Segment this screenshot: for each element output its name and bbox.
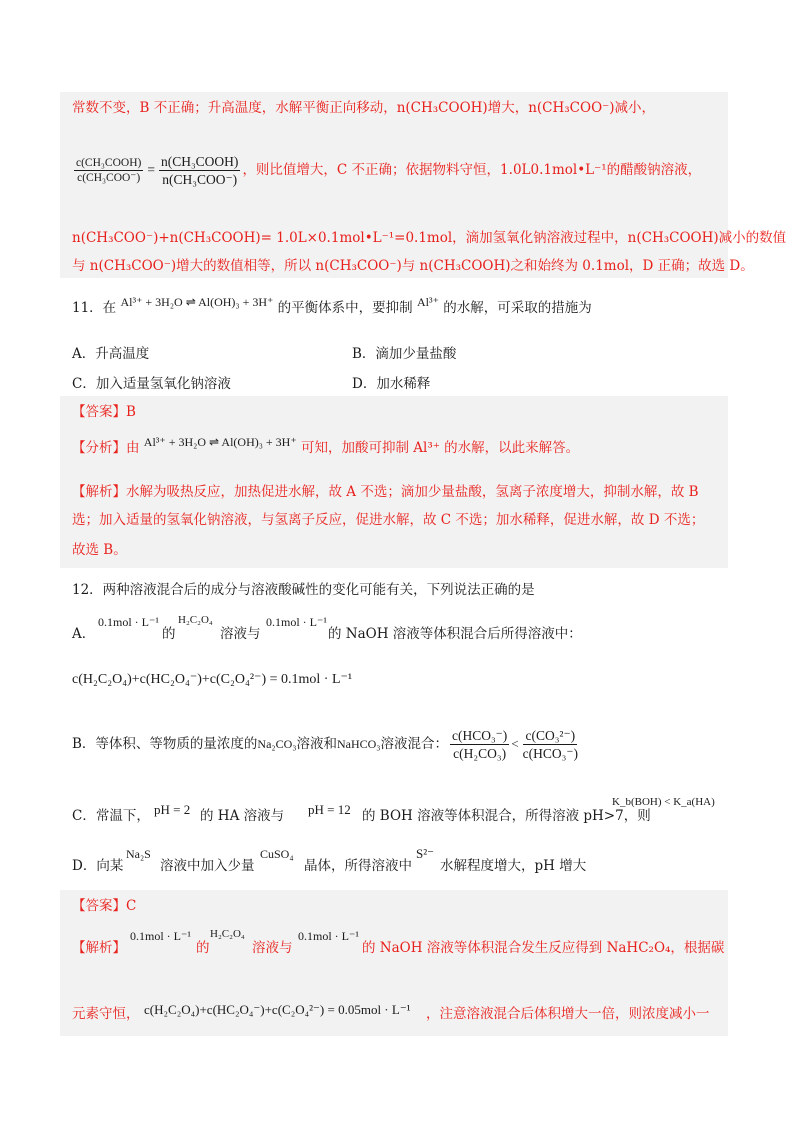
q12-d-cuso4: CuSO₄ bbox=[260, 847, 294, 861]
q12-c-ph12: pH = 12 bbox=[308, 802, 351, 817]
ratio-c-fraction: $\frac{\text{c(CH₃COOH)}}{\text{c(CH₃COO⁻)}}$ bbox=[76, 156, 142, 184]
q12-exp-conc-2: 0.1mol · L⁻¹ bbox=[298, 929, 359, 943]
q11-explain-3: 故选 B。 bbox=[72, 542, 127, 558]
top-line-4: 与 n(CH₃COO⁻)增大的数值相等，所以 n(CH₃COO⁻)与 n(CH₃COOH)之和始终为 0.1mol，D 正确；故选 D。 bbox=[72, 258, 754, 274]
q12-a-equation: c(H₂C₂O₄)+c(HC₂O₄⁻)+c(C₂O₄²⁻) = 0.1mol · L⁻¹ bbox=[72, 672, 353, 687]
q12-answer: 【答案】C bbox=[72, 898, 137, 914]
q12-d-na2s: Na₂S bbox=[126, 847, 151, 861]
q11-equation: Al³⁺ + 3H₂O ⇌ Al(OH)₃ + 3H⁺ bbox=[120, 295, 274, 309]
q12-d-s2: S²⁻ bbox=[416, 846, 434, 861]
equals-sign: = bbox=[147, 162, 155, 177]
q12-c-ph2: pH = 2 bbox=[154, 802, 191, 817]
q11-answer: 【答案】B bbox=[72, 404, 136, 420]
q12-option-c: C．常温下， pH = 2 的 HA 溶液与 pH = 12 的 BOH 溶液等体积混合，所得溶液 pH>7，则 K_b(BOH) < K_a(HA) bbox=[72, 796, 732, 824]
q11-option-a: A．升高温度 bbox=[72, 346, 150, 362]
top-line-2 bbox=[72, 150, 732, 190]
q11-explain-2: 选；加入适量的氢氧化钠溶液，与氢离子反应，促进水解，故 C 不选；加水稀释，促进水解，故 D 不选； bbox=[72, 512, 705, 528]
q12-a-conc-2: 0.1mol · L⁻¹ bbox=[266, 615, 327, 629]
q12-exp-equation: c(H₂C₂O₄)+c(HC₂O₄⁻)+c(C₂O₄²⁻) = 0.05mol · L⁻¹ bbox=[144, 1002, 411, 1017]
q12-a-conc-1: 0.1mol · L⁻¹ bbox=[98, 615, 159, 629]
q12-explain-2: 元素守恒， c(H₂C₂O₄)+c(HC₂O₄⁻)+c(C₂O₄²⁻) = 0.05mol · L⁻¹ ，注意溶液混合后体积增大一倍，则浓度减小一 bbox=[72, 1002, 710, 1022]
q11-option-b: B．滴加少量盐酸 bbox=[352, 346, 457, 362]
top-line-3: n(CH₃COO⁻)+n(CH₃COOH)= 1.0L×0.1mol•L⁻¹=0.1mol，滴加氢氧化钠溶液过程中，n(CH₃COOH)减小的数值 bbox=[72, 230, 787, 246]
top-line-1: 常数不变，B 不正确；升高温度，水解平衡正向移动，n(CH₃COOH)增大，n(CH₃COO⁻)减小， bbox=[72, 100, 656, 116]
q12-option-a: A． 0.1mol · L⁻¹ 的 H₂C₂O₄ 溶液与 0.1mol · L⁻¹ 的 NaOH 溶液等体积混合后所得溶液中： bbox=[72, 614, 732, 642]
q12-exp-conc-1: 0.1mol · L⁻¹ bbox=[130, 929, 191, 943]
q12-c-k-compare: K_b(BOH) < K_a(HA) bbox=[612, 796, 715, 808]
ratio-n-fraction: $\frac{\text{n(CH₃COOH)}}{\text{n(CH₃COO⁻)}}$ bbox=[160, 153, 239, 187]
q11-option-c: C．加入适量氢氧化钠溶液 bbox=[72, 376, 231, 392]
q11-ion: Al³⁺ bbox=[416, 295, 439, 309]
q12-a-h2c2o4: H₂C₂O₄ bbox=[178, 614, 213, 626]
q12-b-fraction-2: $\frac{\text{c(CO₃²⁻)}}{\text{c(HCO₃⁻)}}$ bbox=[522, 727, 578, 761]
q12-b-na2co3: Na₂CO₃ bbox=[257, 737, 297, 751]
q11-stem: 11．在 Al³⁺ + 3H₂O ⇌ Al(OH)₃ + 3H⁺ 的平衡体系中，要抑制 Al³⁺ 的水解，可采取的措施为 bbox=[72, 295, 592, 316]
q11-analysis: 【分析】由 Al³⁺ + 3H₂O ⇌ Al(OH)₃ + 3H⁺ 可知，加酸可抑制 Al³⁺ 的水解，以此来解答。 bbox=[72, 435, 580, 456]
q12-b-less-than: < bbox=[511, 736, 519, 751]
q12-option-d: D．向某 Na₂S 溶液中加入少量 CuSO₄ 晶体，所得溶液中 S²⁻ 水解程度增大，pH 增大 bbox=[72, 846, 587, 874]
q12-exp-h2c2o4: H₂C₂O₄ bbox=[210, 928, 245, 940]
q12-b-nahco3: NaHCO₃ bbox=[336, 737, 381, 751]
q12-stem: 12．两种溶液混合后的成分与溶液酸碱性的变化可能有关，下列说法正确的是 bbox=[72, 582, 535, 598]
q12-option-b: B．等体积、等物质的量浓度的 Na₂CO₃ 溶液和 NaHCO₃ 溶液混合： $\frac{\text{c(HCO₃⁻)}}{\text{c(H₂CO₃)}}$ < $\frac{\text{c(CO₃²⁻)}}{\text{c(HCO₃⁻)}}$ bbox=[72, 727, 578, 761]
q11-explain-1: 【解析】水解为吸热反应，加热促进水解，故 A 不选；滴加少量盐酸，氢离子浓度增大，抑制水解，故 B bbox=[72, 484, 699, 500]
q12-explain-1: 【解析】 0.1mol · L⁻¹ 的 H₂C₂O₄ 溶液与 0.1mol · L⁻¹ 的 NaOH 溶液等体积混合发生反应得到 NaHC₂O₄，根据碳 bbox=[72, 926, 732, 954]
top-line-2-text: ，则比值增大，C 不正确；依据物料守恒，1.0L0.1mol•L⁻¹的醋酸钠溶液， bbox=[242, 162, 702, 178]
q11-analysis-equation: Al³⁺ + 3H₂O ⇌ Al(OH)₃ + 3H⁺ bbox=[143, 435, 297, 449]
q11-option-d: D．加水稀释 bbox=[352, 376, 431, 392]
q12-b-fraction-1: $\frac{\text{c(HCO₃⁻)}}{\text{c(H₂CO₃)}}$ bbox=[451, 727, 508, 761]
